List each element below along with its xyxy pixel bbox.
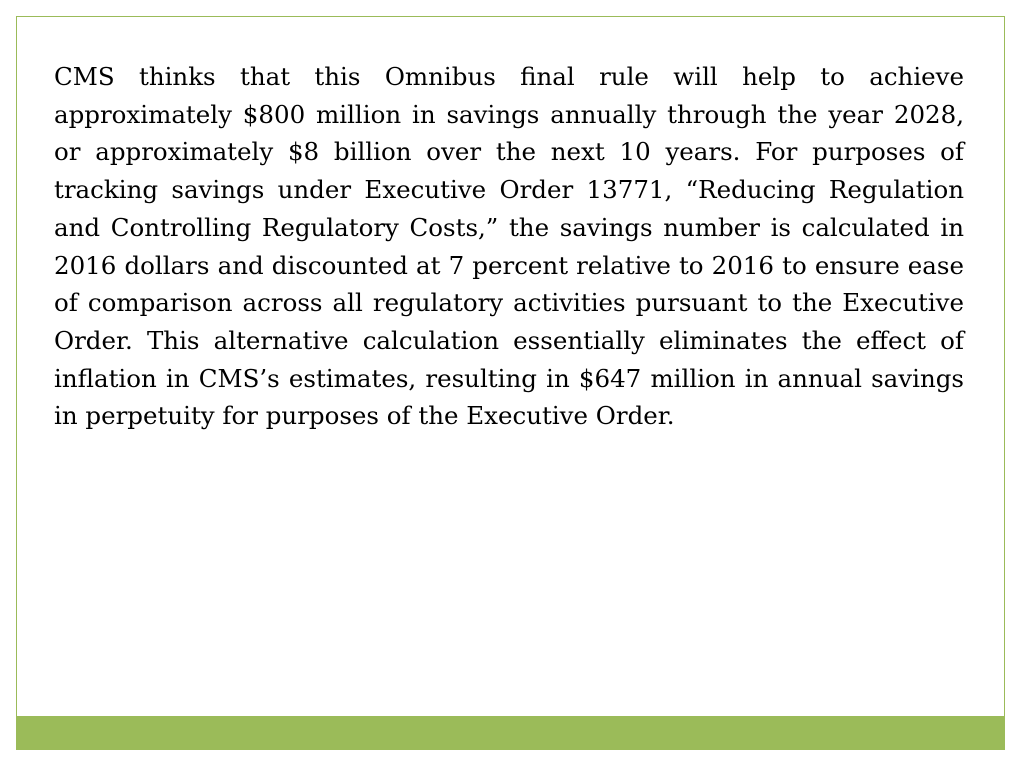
slide-body-text: CMS thinks that this Omnibus final rule will help to achieve approximately $800 million in savings annually through the year 2028, or approximately $8 billion over the next 10 years. For purposes of tracking savings under Executive Order 13771, “Reducing Regulation and Controlling Regulatory Costs,” the savings number is calculated in 2016 dollars and discounted at 7 percent relative to 2016 to ensure ease of comparison across all regulatory activities pursuant to the Executive Order. This alternative calculation essentially eliminates the effect of inflation in CMS’s estimates, resulting in $647 million in annual savings in perpetuity for purposes of the Executive Order.: [54, 62, 964, 431]
footer-accent-bar: [17, 716, 1004, 749]
